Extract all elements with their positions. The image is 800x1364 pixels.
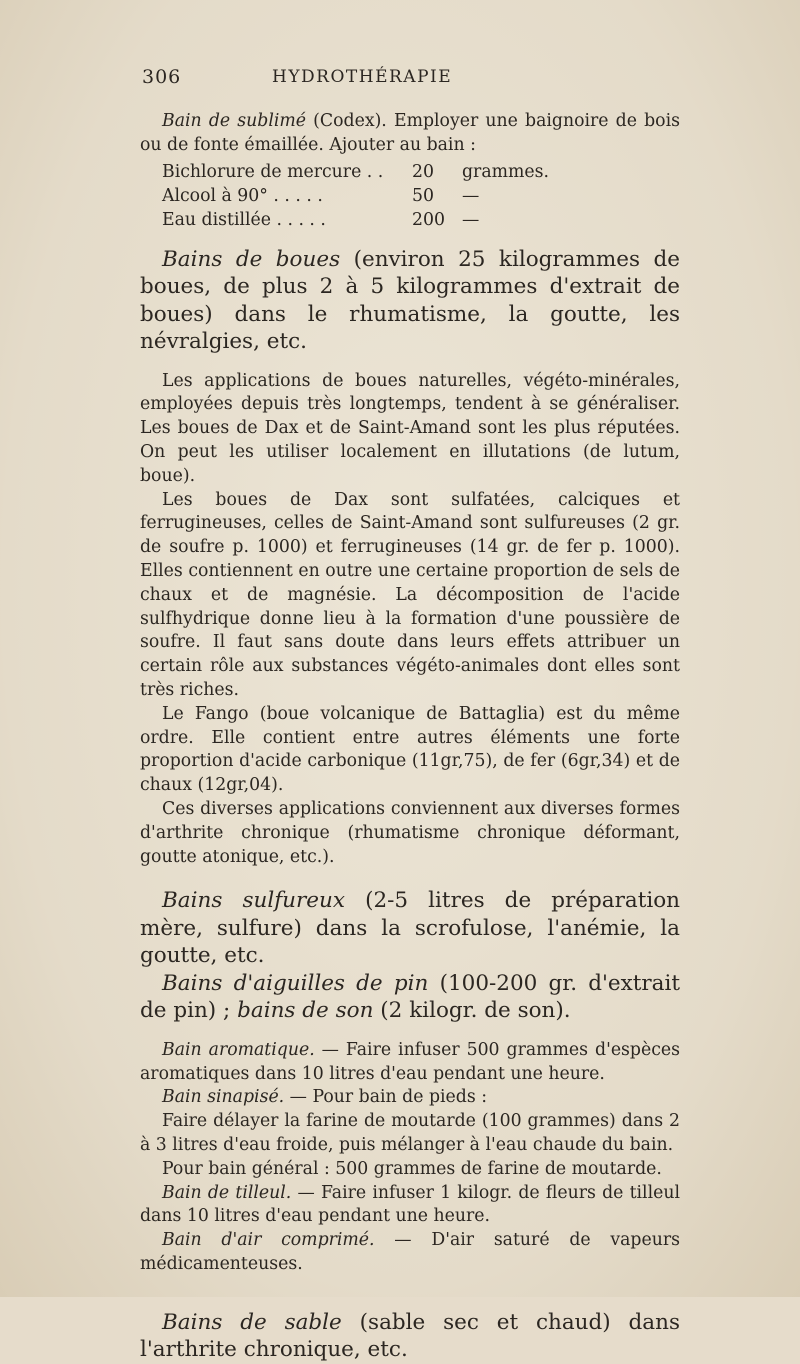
formula-quantity: 20 [412,161,434,182]
air-paragraph [140,1229,680,1277]
formula-unit: grammes. [462,161,549,182]
boues-paragraph [140,246,680,356]
sublime-formula [162,160,680,232]
air-text: — D'air saturé de vapeurs médicamenteuses. [140,1230,680,1274]
air-title: Bain d'air comprimé. [162,1230,375,1251]
formula-ingredient: Eau distillée . . . . . [162,209,326,230]
formula-ingredient: Bichlorure de mercure . . [162,161,384,182]
formula-unit: — [462,209,480,230]
son-title: bains de son [237,998,374,1024]
aromatique-paragraph [140,1039,680,1087]
aiguilles-text: (100-200 gr. d'extrait de pin) ; [140,970,681,1024]
boues-body-paragraph: Les applications de boues naturelles, végéto-minérales, employées depuis très longtemps, tendent à se généraliser. Les boues de Dax et de Saint-Amand sont les plus réputées. On peut les utiliser localement en illutations (de lutum, boue). [140,370,680,486]
formula-row [162,208,680,232]
sinapise-title: Bain sinapisé. [162,1087,285,1108]
sinapise-text: — Pour bain de pieds : [284,1087,488,1108]
page-header [142,66,680,92]
sinapise-body: Faire délayer la farine de moutarde (100 grammes) dans 2 à 3 litres d'eau froide, puis mélanger à l'eau chaude du bain. [140,1111,680,1156]
boues-title: Bains de boues [162,246,341,272]
sable-text: (sable sec et chaud) dans l'arthrite chronique, etc. [140,1309,680,1363]
sulfureux-text: (2-5 litres de préparation mère, sulfure) dans la scrofulose, l'anémie, la goutte, etc. [140,888,680,969]
formula-unit: — [462,185,480,206]
page-number: 306 [142,66,182,88]
formula-quantity: 200 [412,209,445,230]
sinapise-general: Pour bain général : 500 grammes de farine de moutarde. [162,1158,662,1179]
aromatique-title: Bain aromatique. [162,1039,315,1060]
running-title: HYDROTHÉRAPIE [272,67,453,87]
boues-body-paragraph: Le Fango (boue volcanique de Battaglia) est du même ordre. Elle contient entre autres éléments une forte proportion d'acide carbonique (11gr,75), de fer (6gr,34) et de chaux (12gr,04). [140,703,680,796]
sulfureux-title: Bains sulfureux [162,888,345,914]
formula-ingredient: Alcool à 90° . . . . . [162,185,323,206]
aiguilles-paragraph [140,970,680,1025]
page-body [140,110,680,1364]
formula-row [162,184,680,208]
tilleul-title: Bain de tilleul. [162,1182,292,1203]
boues-body-paragraph: Les boues de Dax sont sulfatées, calciques et ferrugineuses, celles de Saint-Amand sont sulfureuses (2 gr. de soufre p. 1000) et ferrugineuses (14 gr. de fer p. 1000). Elles contiennent en outre une certaine proportion de sels de chaux et de magnésie. La décomposition de l'acide sulfhydrique donne lieu à la formation d'une poussière de soufre. Il faut sans doute dans leurs effets attribuer un certain rôle aux substances végéto-animales dont elles sont très riches. [140,489,680,700]
tilleul-paragraph [140,1182,680,1230]
tilleul-text: — Faire infuser 1 kilogr. de fleurs de tilleul dans 10 litres d'eau pendant une heure. [140,1182,680,1227]
son-text: (2 kilogr. de son). [373,998,571,1024]
sublime-text: (Codex). Employer une baignoire de bois ou de fonte émaillée. Ajouter au bain : [140,111,680,155]
sulfureux-paragraph [140,887,680,970]
formula-row [162,160,680,184]
boues-body-paragraph: Ces diverses applications conviennent aux diverses formes d'arthrite chronique (rhumatisme chronique déformant, goutte atonique, etc.). [140,798,680,867]
aromatique-text: — Faire infuser 500 grammes d'espèces aromatiques dans 10 litres d'eau pendant une heure. [140,1039,680,1084]
boues-text: (environ 25 kilogrammes de boues, de plus 2 à 5 kilogrammes d'extrait de boues) dans le rhumatisme, la goutte, les névralgies, etc. [140,246,680,355]
sinapise-paragraph [140,1086,680,1110]
sable-title: Bains de sable [162,1309,342,1335]
sublime-title: Bain de sublimé [162,111,306,131]
formula-quantity: 50 [412,185,434,206]
aiguilles-title: Bains d'aiguilles de pin [162,970,429,996]
sublime-paragraph [140,110,680,158]
sable-paragraph [140,1309,680,1364]
